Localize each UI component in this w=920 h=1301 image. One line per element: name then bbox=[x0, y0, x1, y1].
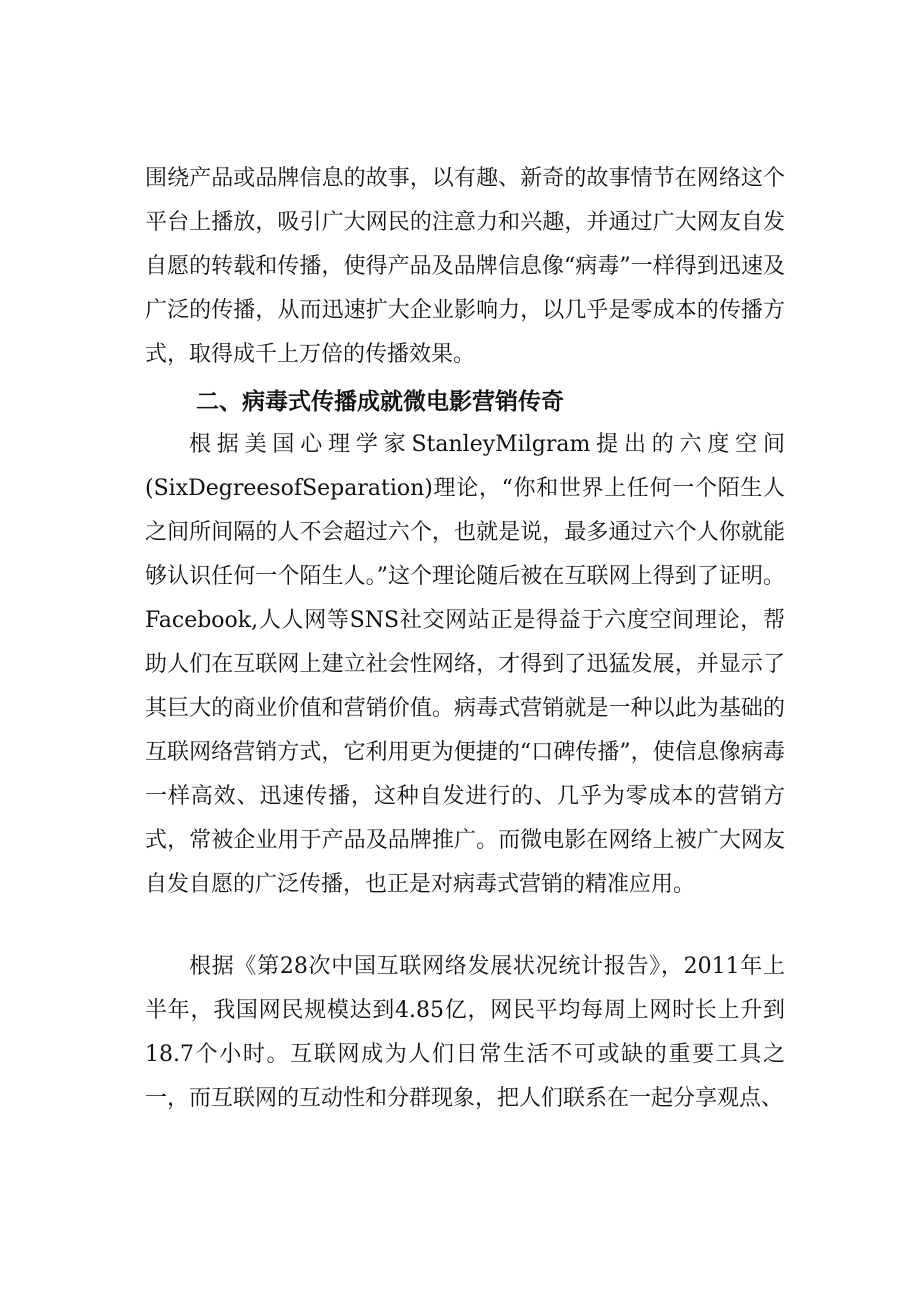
body-paragraph-3: 根据《第28次中国互联网络发展状况统计报告》，2011年上半年，我国网民规模达到4.85亿，网民平均每周上网时长上升到18.7个小时。互联网成为人们日常生活不可或缺的重要工具之一，而互联网的互动性和分群现象，把人们联系在一起分享观点、 bbox=[145, 954, 785, 1111]
body-paragraph-2: 根据美国心理学家StanleyMilgram提出的六度空间(SixDegreesofSeparation)理论，“你和世界上任何一个陌生人之间所间隔的人不会超过六个，也就是说，最多通过六个人你就能够认识任何一个陌生人。”这个理论随后被在互联网上得到了证明。Facebook,人人网等SNS社交网站正是得益于六度空间理论，帮助人们在互联网上建立社会性网络，才得到了迅猛发展，并显示了其巨大的商业价值和营销价值。病毒式营销就是一种以此为基础的互联网络营销方式，它利用更为便捷的“口碑传播”，使信息像病毒一样高效、迅速传播，这种自发进行的、几乎为零成本的营销方式，常被企业用于产品及品牌推广。而微电影在网络上被广大网友自发自愿的广泛传播，也正是对病毒式营销的精准应用。 bbox=[145, 432, 785, 897]
body-paragraph-1: 围绕产品或品牌信息的故事，以有趣、新奇的故事情节在网络这个平台上播放，吸引广大网民的注意力和兴趣，并通过广大网友自发自愿的转载和传播，使得产品及品牌信息像“病毒”一样得到迅速及广泛的传播，从而迅速扩大企业影响力，以几乎是零成本的传播方式，取得成千上万倍的传播效果。 bbox=[145, 166, 785, 367]
section-heading: 二、病毒式传播成就微电影营销传奇 bbox=[196, 389, 564, 415]
